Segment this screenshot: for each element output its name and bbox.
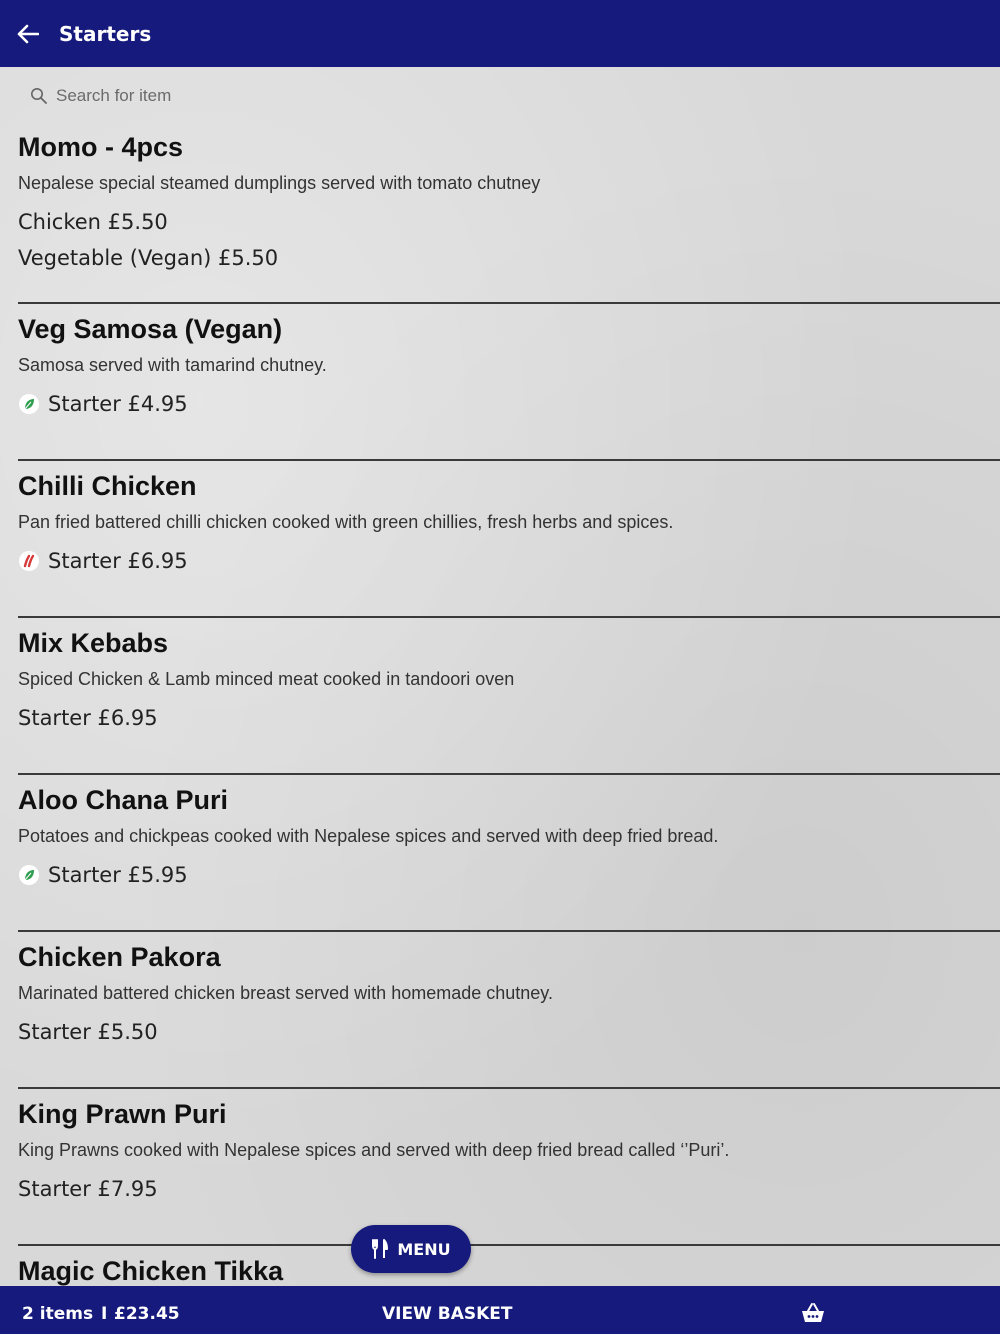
vegan-leaf-icon [19,865,39,885]
vegan-leaf-icon [19,394,39,414]
menu-button[interactable] [351,1225,471,1273]
search-input[interactable] [56,86,356,106]
basket-icon[interactable] [800,1302,826,1324]
price-label: Starter £6.95 [18,706,158,730]
price-label: Starter £5.50 [18,1020,158,1044]
item-name: Momo - 4pcs [18,132,184,162]
price-option[interactable] [18,243,1000,273]
item-description: Potatoes and chickpeas cooked with Nepalese spices and served with deep fried bread. [18,826,719,846]
basket-total: £23.45 [114,1304,180,1324]
price-label: Starter £6.95 [48,549,188,573]
basket-separator: I [101,1304,108,1324]
price-label: Starter £4.95 [48,392,188,416]
chilli-icon [19,551,39,571]
item-name: Veg Samosa (Vegan) [18,314,283,344]
menu-item [18,122,1000,304]
menu-item [18,775,1000,932]
menu-item [18,304,1000,461]
price-option[interactable] [18,207,1000,237]
price-option[interactable] [18,1017,1000,1047]
price-label: Starter £5.95 [48,863,188,887]
menu-button-label: MENU [397,1239,451,1259]
top-app-bar [0,0,1000,67]
price-option[interactable] [18,1174,1000,1204]
basket-item-count: 2 items [22,1304,94,1324]
item-name: Aloo Chana Puri [18,785,229,815]
item-description: Pan fried battered chilli chicken cooked with green chillies, fresh herbs and spices. [18,512,674,532]
price-label: Vegetable (Vegan) £5.50 [18,246,279,270]
item-name: Chilli Chicken [18,471,197,501]
item-description: Samosa served with tamarind chutney. [18,355,327,375]
fork-knife-icon [371,1239,389,1259]
menu-item [18,1089,1000,1246]
search-icon [30,87,48,105]
menu-item [18,618,1000,775]
item-name: Magic Chicken Tikka [18,1256,284,1286]
item-name: King Prawn Puri [18,1099,227,1129]
menu-item [18,461,1000,618]
menu-item [18,932,1000,1089]
price-label: Starter £7.95 [18,1177,158,1201]
menu-item [18,1246,1000,1286]
search-bar[interactable] [30,82,356,110]
item-description: King Prawns cooked with Nepalese spices and served with deep fried bread called ‘’Puri’. [18,1140,730,1160]
page-title: Starters [59,21,152,46]
item-description: Spiced Chicken & Lamb minced meat cooked in tandoori oven [18,669,515,689]
arrow-left-icon [17,24,39,44]
item-description: Marinated battered chicken breast served with homemade chutney. [18,983,553,1003]
item-description: Nepalese special steamed dumplings served with tomato chutney [18,173,541,193]
price-option[interactable] [18,546,1000,576]
price-option[interactable] [18,703,1000,733]
back-button[interactable] [0,0,56,67]
menu-item-list [0,122,1000,1286]
item-name: Mix Kebabs [18,628,169,658]
basket-bar [0,1286,1000,1334]
price-label: Chicken £5.50 [18,210,168,234]
item-name: Chicken Pakora [18,942,221,972]
price-option[interactable] [18,389,1000,419]
view-basket-button[interactable]: VIEW BASKET [382,1304,513,1324]
price-option[interactable] [18,860,1000,890]
